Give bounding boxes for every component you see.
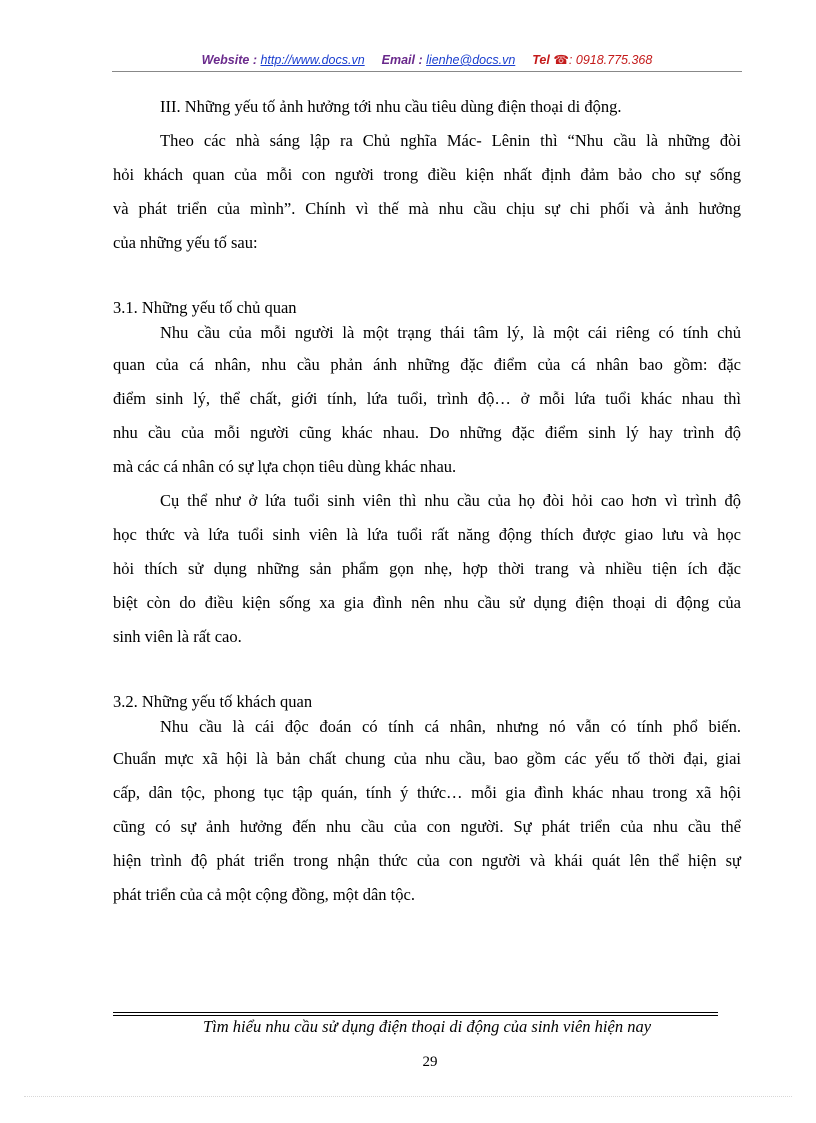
paragraph-line: học thức và lứa tuổi sinh viên là lứa tuổi rất năng động thích được giao lưu và học: [113, 525, 741, 544]
telephone-icon: ☎: [553, 53, 569, 67]
paragraph-line: hiện trình độ phát triển trong nhận thức của con người và khái quát lên thể hiện sự: [113, 851, 741, 870]
section-heading-3-1: 3.1. Những yếu tố chủ quan: [113, 298, 297, 317]
paragraph-line: Theo các nhà sáng lập ra Chủ nghĩa Mác- Lênin thì “Nhu cầu là những đòi: [160, 131, 741, 150]
paragraph-line: hỏi thích sử dụng những sản phẩm gọn nhẹ, hợp thời trang và nhiều tiện ích đặc: [113, 559, 741, 578]
paragraph-line: biệt còn do điều kiện sống xa gia đình nên nhu cầu sử dụng điện thoại di động của: [113, 593, 741, 612]
paragraph-line: của những yếu tố sau:: [113, 233, 258, 252]
paragraph-line: cấp, dân tộc, phong tục tập quán, tính ý thức… mỗi gia đình khác nhau trong xã hội: [113, 783, 741, 802]
section-heading-iii: III. Những yếu tố ảnh hưởng tới nhu cầu tiêu dùng điện thoại di động.: [160, 97, 622, 116]
document-body: [113, 90, 741, 912]
paragraph-line: cũng có sự ảnh hưởng đến nhu cầu của con người. Sự phát triển của nhu cầu thể: [113, 817, 741, 836]
paragraph-line: quan của cá nhân, nhu cầu phản ánh những đặc điểm của cá nhân bao gồm: đặc: [113, 355, 741, 374]
paragraph-line: nhu cầu của mỗi người cũng khác nhau. Do những đặc điểm sinh lý hay trình độ: [113, 423, 741, 442]
footer-title: Tìm hiểu nhu cầu sử dụng điện thoại di động của sinh viên hiện nay: [202, 1017, 652, 1036]
phone-number: : 0918.775.368: [568, 53, 653, 67]
website-link[interactable]: http://www.docs.vn: [260, 53, 365, 67]
paragraph-line: Nhu cầu của mỗi người là một trạng thái tâm lý, là một cái riêng có tính chủ: [160, 323, 741, 342]
paragraph-line: sinh viên là rất cao.: [113, 627, 242, 646]
paragraph-line: hỏi khách quan của mỗi con người trong điều kiện nhất định đảm bảo cho sự sống: [113, 165, 741, 184]
page-bottom-dotted-line: [24, 1096, 792, 1097]
paragraph-line: Nhu cầu là cái độc đoán có tính cá nhân, nhưng nó vẫn có tính phổ biến.: [160, 717, 741, 736]
footer-divider-double: [113, 1015, 718, 1016]
email-link[interactable]: lienhe@docs.vn: [426, 53, 516, 67]
paragraph-line: mà các cá nhân có sự lựa chọn tiêu dùng khác nhau.: [113, 457, 457, 476]
email-label: Email: [381, 53, 416, 67]
paragraph-line: và phát triển của mình”. Chính vì thế mà nhu cầu chịu sự chi phối và ảnh hưởng: [113, 199, 741, 218]
email-colon: :: [415, 53, 423, 67]
paragraph-line: phát triển của cả một cộng đồng, một dân tộc.: [113, 885, 415, 904]
page-number: 29: [422, 1054, 438, 1070]
header-divider: [112, 71, 742, 72]
paragraph-line: Cụ thể như ở lứa tuổi sinh viên thì nhu cầu của họ đòi hỏi cao hơn vì trình độ: [160, 491, 741, 510]
page-header: [112, 52, 742, 70]
paragraph-line: điểm sinh lý, thể chất, giới tính, lứa tuổi, trình độ… ở mỗi lứa tuổi khác nhau thì: [113, 389, 741, 408]
section-heading-3-2: 3.2. Những yếu tố khách quan: [113, 692, 313, 711]
paragraph-line: Chuẩn mực xã hội là bản chất chung của nhu cầu, bao gồm các yếu tố thời đại, giai: [113, 749, 741, 768]
footer-divider: [113, 1012, 718, 1013]
tel-label: Tel: [532, 53, 550, 67]
website-label: Website :: [201, 53, 257, 67]
